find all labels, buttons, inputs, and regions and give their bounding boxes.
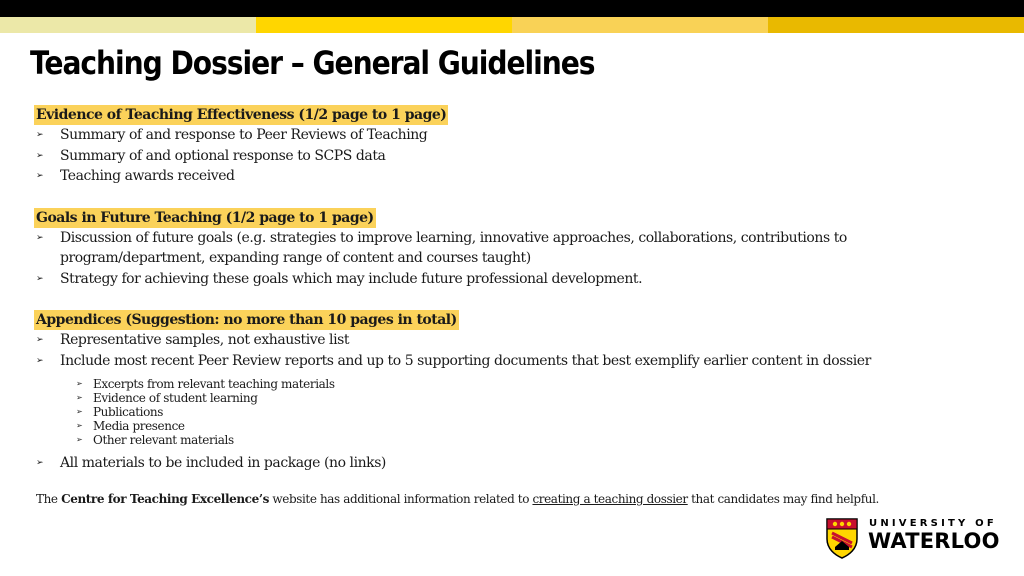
section-heading: Goals in Future Teaching (1/2 page to 1 page) — [36, 209, 374, 226]
logo-bottom-text: WATERLOO — [868, 529, 1000, 553]
sub-list-item: ➢ Media presence — [76, 419, 185, 433]
stripe-yellow — [256, 17, 512, 33]
university-logo — [825, 517, 1000, 561]
arrow-bullet-icon: ➢ — [36, 335, 44, 345]
list-item: ➢ Teaching awards received — [36, 166, 876, 187]
arrow-bullet-icon: ➢ — [76, 393, 83, 402]
list-item: ➢ Summary of and optional response to SCPS data — [36, 146, 876, 167]
arrow-bullet-icon: ➢ — [36, 150, 44, 161]
sub-list-item: ➢ Publications — [76, 405, 164, 419]
logo-top-text: UNIVERSITY OF — [869, 518, 997, 529]
crest-icon — [825, 517, 859, 559]
section-heading: Appendices (Suggestion: no more than 10 pages in total) — [36, 312, 457, 328]
arrow-bullet-icon: ➢ — [76, 407, 83, 416]
footer-note: The Centre for Teaching Excellence’s website has additional information related to creating a teaching dossier that candidates may find helpful. — [36, 492, 879, 506]
section-appendices — [36, 309, 996, 474]
list-item: ➢ All materials to be included in package (no links) — [36, 453, 876, 474]
color-stripes — [0, 17, 1024, 33]
sub-list-item: ➢ Excerpts from relevant teaching materials — [76, 377, 335, 391]
arrow-bullet-icon: ➢ — [76, 379, 83, 388]
arrow-bullet-icon: ➢ — [36, 458, 44, 468]
section-heading: Evidence of Teaching Effectiveness (1/2 page to 1 page) — [36, 107, 447, 123]
stripe-pale — [0, 17, 256, 33]
list-item: ➢ Discussion of future goals (e.g. strategies to improve learning, innovative approaches, collaborations, contributions to program/department, expanding range of content and courses taught) — [36, 229, 847, 266]
teaching-dossier-link[interactable]: creating a teaching dossier — [532, 492, 688, 506]
bullet-list — [36, 125, 996, 187]
section-evidence — [36, 104, 996, 187]
bullet-list — [36, 228, 996, 290]
stripe-gold — [512, 17, 768, 33]
sub-bullet-list — [76, 377, 996, 447]
arrow-bullet-icon: ➢ — [36, 232, 44, 243]
stripe-dark-gold — [768, 17, 1024, 33]
bullet-list — [36, 453, 996, 474]
guidelines-content — [36, 104, 996, 494]
cte-name: Centre for Teaching Excellence’s — [61, 492, 269, 506]
sub-list-item: ➢ Evidence of student learning — [76, 391, 258, 405]
arrow-bullet-icon: ➢ — [36, 171, 44, 181]
arrow-bullet-icon: ➢ — [76, 435, 83, 444]
top-black-bar — [0, 0, 1024, 17]
page-title: Teaching Dossier – General Guidelines — [30, 44, 595, 82]
list-item: ➢ Summary of and response to Peer Reviews of Teaching — [36, 125, 876, 146]
bullet-list — [36, 330, 996, 371]
list-item: ➢ Representative samples, not exhaustive list — [36, 330, 876, 351]
arrow-bullet-icon: ➢ — [36, 355, 44, 366]
list-item: ➢ Include most recent Peer Review reports and up to 5 supporting documents that best exemplify earlier content in dossier — [36, 351, 876, 372]
sub-list-item: ➢ Other relevant materials — [76, 433, 234, 447]
arrow-bullet-icon: ➢ — [76, 421, 83, 430]
section-goals — [36, 207, 996, 290]
list-item: ➢ Strategy for achieving these goals which may include future professional development. — [36, 269, 876, 290]
arrow-bullet-icon: ➢ — [36, 273, 44, 284]
arrow-bullet-icon: ➢ — [36, 130, 44, 140]
